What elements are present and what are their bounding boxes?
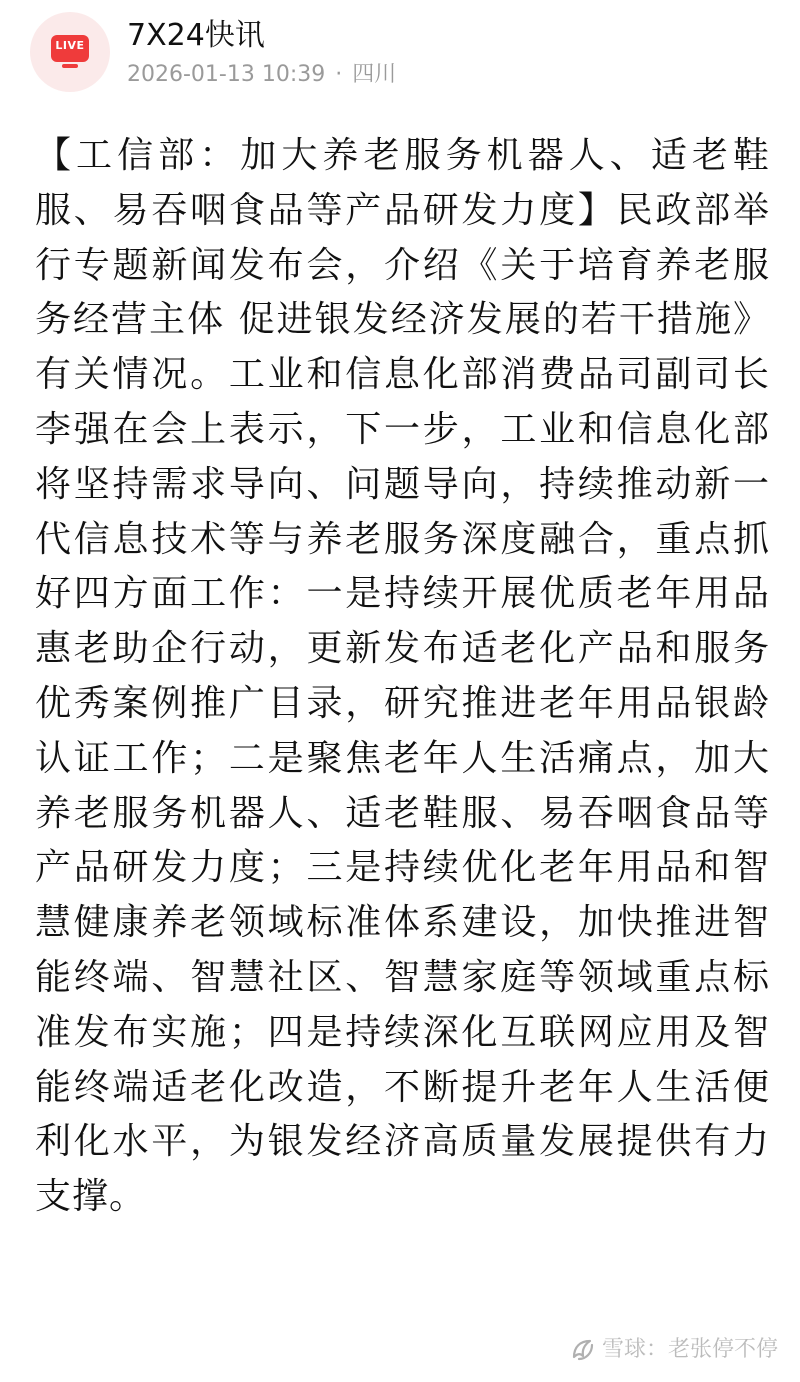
account-name[interactable]: 7X24快讯	[127, 18, 265, 53]
snowball-icon	[570, 1337, 596, 1363]
post-timestamp: 2026-01-13 10:39	[127, 62, 326, 87]
post-header	[30, 10, 770, 100]
live-badge-text: LIVE	[55, 39, 85, 52]
watermark	[570, 1336, 778, 1364]
post-body: 【工信部：加大养老服务机器人、适老鞋服、易吞咽食品等产品研发力度】民政部举行专题新闻发布会，介绍《关于培育养老服务经营主体 促进银发经济发展的若干措施》有关情况。工业和信息化部消费品司副司长李强在会上表示，下一步，工业和信息化部将坚持需求导向、问题导向，持续推动新一代信息技术等与养老服务深度融合，重点抓好四方面工作：一是持续开展优质老年用品惠老助企行动，更新发布适老化产品和服务优秀案例推广目录，研究推进老年用品银龄认证工作；二是聚焦老年人生活痛点，加大养老服务机器人、适老鞋服、易吞咽食品等产品研发力度；三是持续优化老年用品和智慧健康养老领域标准体系建设，加快推进智能终端、智慧社区、智慧家庭等领域重点标准发布实施；四是持续深化互联网应用及智能终端适老化改造，不断提升老年人生活便利化水平，为银发经济高质量发展提供有力支撑。	[35, 135, 770, 1218]
avatar[interactable]	[30, 12, 110, 92]
post-meta	[127, 60, 396, 90]
meta-separator: ·	[335, 62, 343, 87]
live-stand	[62, 64, 78, 68]
post-location: 四川	[352, 62, 397, 87]
watermark-text: 雪球：老张停不停	[601, 1337, 778, 1362]
live-tv-icon	[51, 35, 89, 69]
